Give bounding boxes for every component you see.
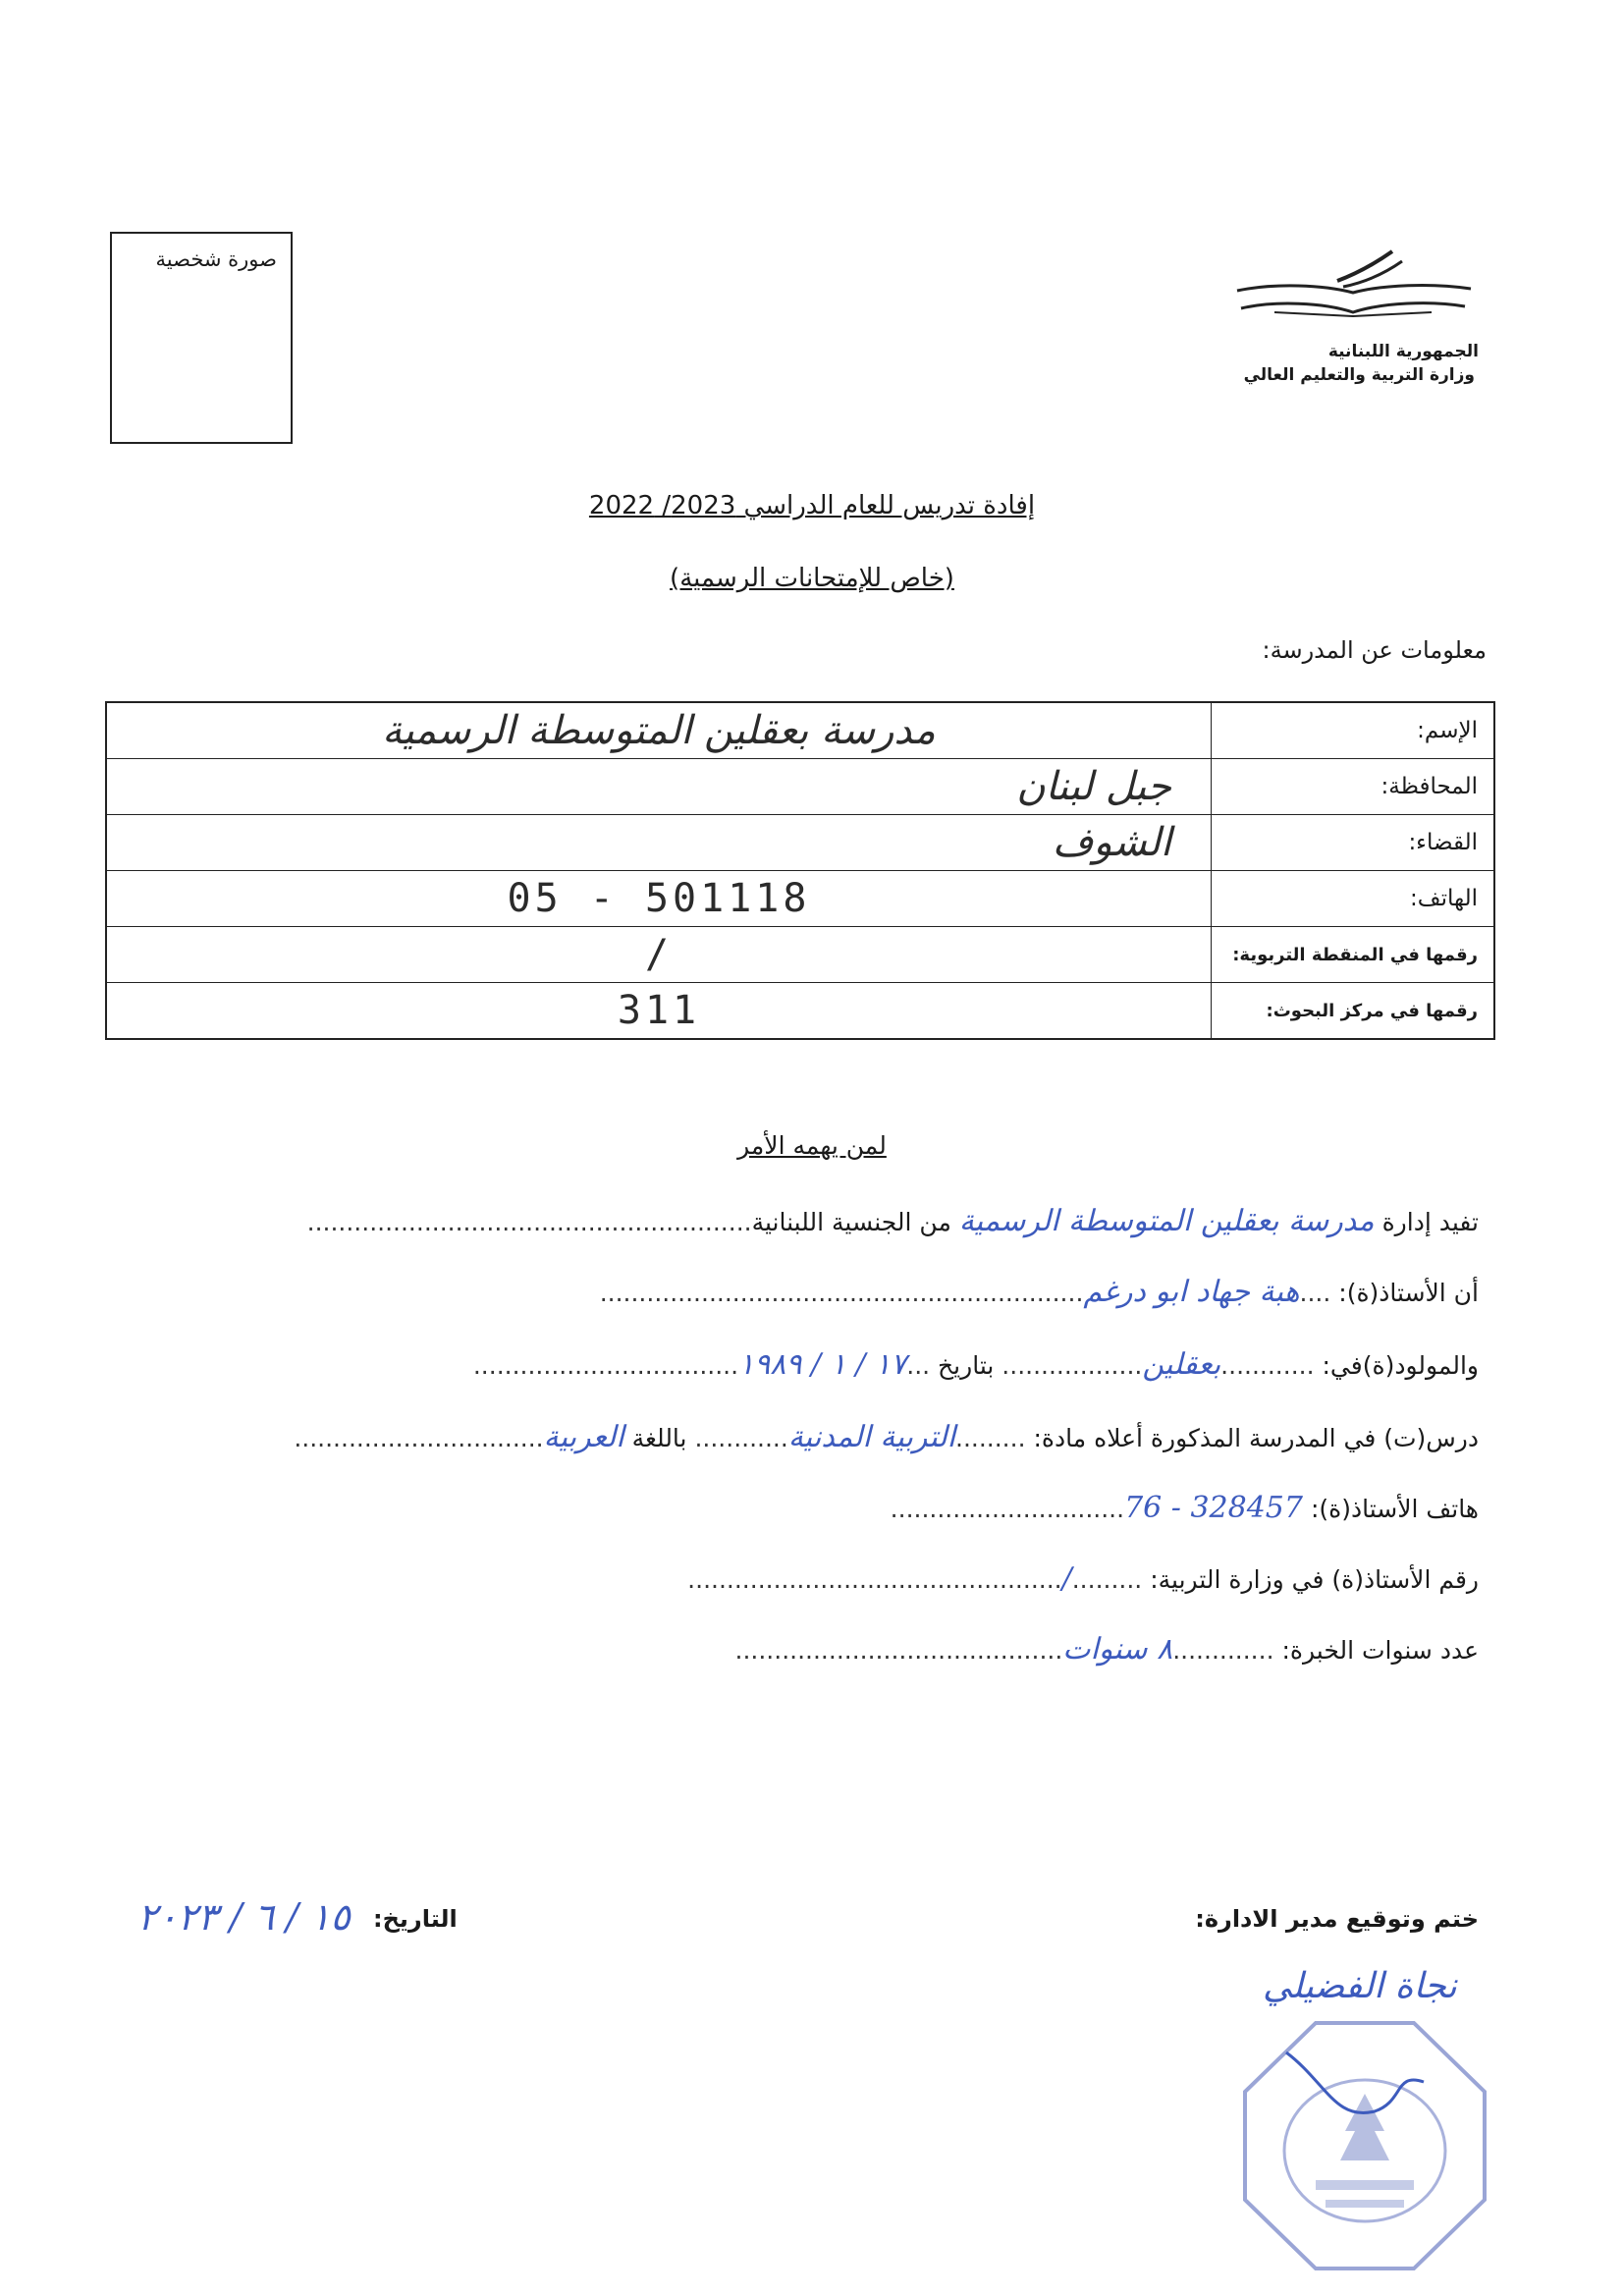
- label-educational-zone-no: رقمها في المنقطة التربوية:: [1212, 927, 1495, 983]
- ministry-no-value: /: [1061, 1561, 1072, 1596]
- table-row: [106, 927, 1494, 983]
- photo-box: [110, 232, 293, 444]
- label-district: القضاء:: [1212, 815, 1495, 871]
- footer-date-value: ١٥ / ٦ / ٢٠٢٣: [137, 1895, 351, 1939]
- language-value: العربية: [543, 1420, 624, 1454]
- date-value: ١٧ / ١ / ١٩٨٩: [738, 1347, 907, 1382]
- admin-suffix: من الجنسية اللبنانية: [751, 1208, 951, 1236]
- teacher-value: هبة جهاد ابو درغم: [1083, 1275, 1300, 1309]
- admin-value: مدرسة بعقلين المتوسطة الرسمية: [958, 1204, 1375, 1238]
- date-label: بتاريخ: [938, 1351, 995, 1380]
- line-subject: درس(ت) في المدرسة المذكورة أعلاه مادة: .........التربية المدنية............ باللغة العربية................................: [294, 1420, 1479, 1454]
- label-governorate: المحافظة:: [1212, 759, 1495, 815]
- value-educational-zone-no: /: [106, 927, 1212, 983]
- teacher-phone-label: هاتف الأستاذ(ة):: [1310, 1495, 1479, 1523]
- line-admin: تفيد إدارة مدرسة بعقلين المتوسطة الرسمية من الجنسية اللبنانية.........................................................: [306, 1204, 1479, 1238]
- experience-label: عدد سنوات الخبرة:: [1281, 1636, 1479, 1665]
- footer-date-label: التاريخ:: [373, 1905, 458, 1933]
- table-row: [106, 759, 1494, 815]
- value-governorate: جبل لبنان: [106, 759, 1212, 815]
- teacher-phone-value: 76 - 328457: [1124, 1491, 1303, 1525]
- table-row: [106, 702, 1494, 759]
- stamp-signature-label: ختم وتوقيع مدير الادارة:: [1195, 1905, 1479, 1933]
- value-research-center-no: 311: [106, 983, 1212, 1040]
- to-whom-heading: لمن يهمه الأمر: [737, 1131, 887, 1160]
- born-label: والمولود(ة)في:: [1322, 1351, 1479, 1380]
- label-phone: الهاتف:: [1212, 871, 1495, 927]
- teacher-label: أن الأستاذ(ة):: [1338, 1279, 1479, 1307]
- official-stamp-icon: [1227, 2013, 1502, 2278]
- value-name: مدرسة بعقلين المتوسطة الرسمية: [106, 702, 1212, 759]
- ministry-name: وزارة التربية والتعليم العالي: [1243, 365, 1475, 385]
- language-label: باللغة: [631, 1424, 687, 1452]
- school-info-label: معلومات عن المدرسة:: [1262, 636, 1487, 664]
- line-teacher-phone: هاتف الأستاذ(ة): 76 - 328457..............................: [890, 1491, 1479, 1525]
- table-row: [106, 871, 1494, 927]
- label-name: الإسم:: [1212, 702, 1495, 759]
- line-experience: عدد سنوات الخبرة: .............٨ سنوات..........................................: [734, 1632, 1479, 1667]
- document-title: إفادة تدريس للعام الدراسي 2023/ 2022: [588, 491, 1036, 520]
- experience-value: ٨ سنوات: [1062, 1632, 1173, 1667]
- photo-label: صورة شخصية: [155, 247, 277, 271]
- line-ministry-no: رقم الأستاذ(ة) في وزارة التربية: ........./................................................: [687, 1561, 1479, 1596]
- signature-name: نجاة الفضيلي: [1263, 1966, 1457, 2006]
- taught-value: التربية المدنية: [787, 1420, 955, 1454]
- table-row: [106, 983, 1494, 1040]
- ministry-no-label: رقم الأستاذ(ة) في وزارة التربية:: [1150, 1565, 1479, 1594]
- value-phone: 05 - 501118: [106, 871, 1212, 927]
- label-research-center-no: رقمها في مركز البحوث:: [1212, 983, 1495, 1040]
- ministry-logo: [1235, 247, 1475, 336]
- document-subtitle: (خاص للإمتحانات الرسمية): [670, 564, 954, 593]
- line-birth: والمولود(ة)في: ............بعقلين.................. بتاريخ ...١٧ / ١ / ١٩٨٩..................................: [472, 1347, 1479, 1382]
- admin-prefix: تفيد إدارة: [1381, 1208, 1479, 1236]
- born-value: بعقلين: [1142, 1347, 1221, 1382]
- taught-label: درس(ت) في المدرسة المذكورة أعلاه مادة:: [1033, 1424, 1479, 1452]
- school-info-table: [105, 701, 1495, 1040]
- republic-name: الجمهورية اللبنانية: [1327, 342, 1479, 361]
- value-district: الشوف: [106, 815, 1212, 871]
- table-row: [106, 815, 1494, 871]
- line-teacher: أن الأستاذ(ة): ....هبة جهاد ابو درغم..............................................................: [599, 1275, 1479, 1309]
